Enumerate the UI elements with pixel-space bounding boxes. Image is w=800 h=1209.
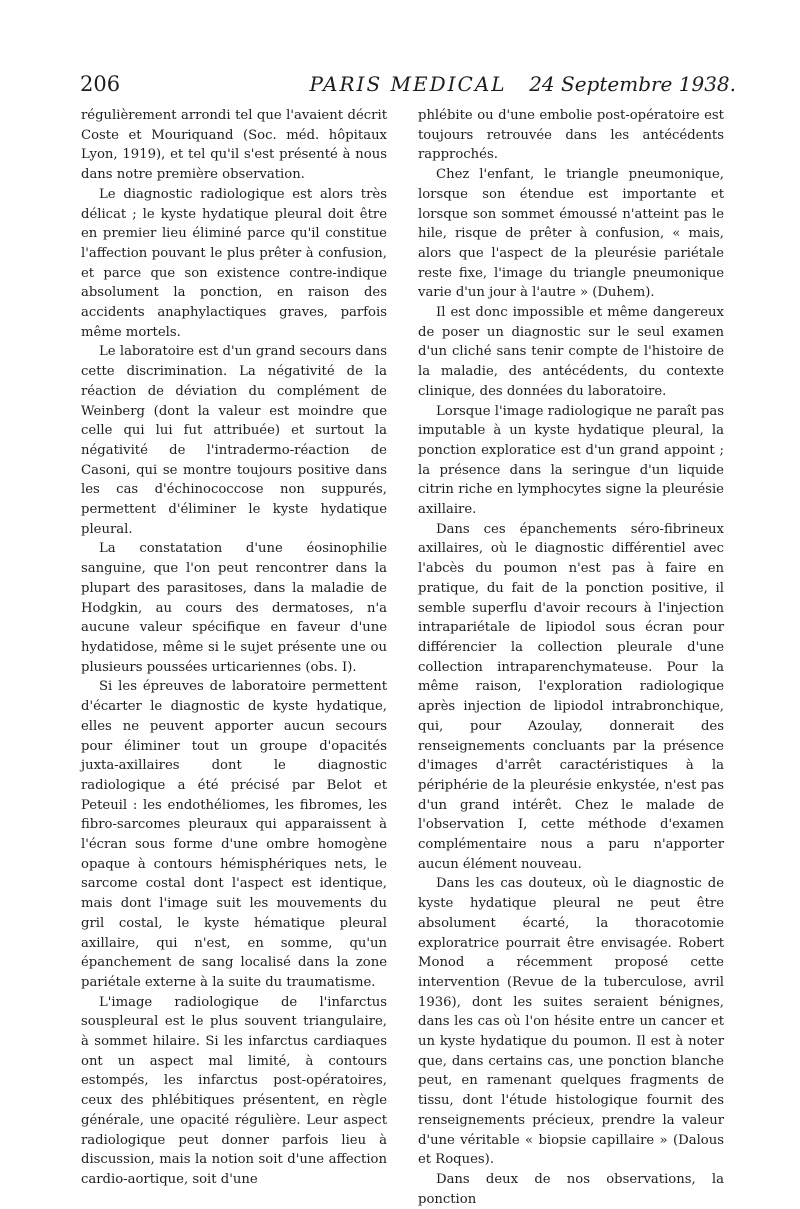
paragraph: régulièrement arrondi tel que l'avaient décrit Coste et Mouriquand (Soc. méd. hôpitaux Lyon, 1919), et tel qu'il s'est présenté à nous dans notre première observation. [81, 108, 387, 183]
paragraph: Lorsque l'image radiologique ne paraît pas imputable à un kyste hydatique pleural, la ponction exploratice est d'un grand appoint ; la présence dans la seringue d'un liquide citrin riche en lymphocytes signe la pleurésie axillaire. [418, 403, 724, 518]
paragraph: La constatation d'une éosinophilie sanguine, que l'on peut rencontrer dans la plupart des parasitoses, dans la maladie de Hodgkin, au cours des dermatoses, n'a aucune valeur spécifique en faveur d'une hydatidose, même si le sujet présente une ou plusieurs poussées urticariennes (obs. I). [81, 541, 387, 675]
paragraph: phlébite ou d'une embolie post-opératoire est toujours retrouvée dans les antécédents rapprochés. [418, 108, 724, 163]
right-column [418, 106, 724, 1207]
paragraph: Il est donc impossible et même dangereux de poser un diagnostic sur le seul examen d'un cliché sans tenir compte de l'histoire de la maladie, des antécédents, du contexte clinique, des données du laboratoire. [418, 305, 724, 399]
paragraph: Le diagnostic radiologique est alors très délicat ; le kyste hydatique pleural doit être en premier lieu éliminé parce qu'il constitue l'affection pouvant le plus prêter à confusion, et parce que son existence contre-indique absolument la ponction, en raison des accidents anaphylactiques graves, parfois même mortels. [81, 186, 387, 340]
paragraph: Chez l'enfant, le triangle pneumonique, lorsque son étendue est importante et lorsque son sommet émoussé n'atteint pas le hile, risque de prêter à confusion, « mais, alors que l'aspect de la pleurésie pariétale reste fixe, l'image du triangle pneumonique varie d'un jour à l'autre » (Duhem). [418, 167, 724, 301]
page-header [80, 72, 736, 102]
paragraph: Dans les cas douteux, où le diagnostic de kyste hydatique pleural ne peut être absolument écarté, la thoracotomie exploratrice pourrait être envisagée. Robert Monod a récemment proposé cette intervention (Revue de la tuberculose, avril 1936), dont les suites seraient bénignes, dans les cas où l'on hésite entre un cancer et un kyste hydatique du poumon. Il est à noter que, dans certains cas, une ponction blanche peut, en ramenant quelques fragments de tissu, dont l'étude histologique fournit des renseignements précieux, prendre la valeur d'une véritable « biopsie capillaire » (Dalous et Roques). [418, 876, 724, 1168]
paragraph: Si les épreuves de laboratoire permettent d'écarter le diagnostic de kyste hydatique, elles ne peuvent apporter aucun secours pour éliminer tout un groupe d'opacités juxta-axillaires dont le diagnostic radiologique a été précisé par Belot et Peteuil : les endothéliomes, les fibromes, les fibro-sarcomes pleuraux qui apparaissent à l'écran sous forme d'une ombre homogène opaque à contours hémisphériques nets, le sarcome costal dont l'aspect est identique, mais dont l'image suit les mouvements du gril costal, le kyste hématique pleural axillaire, qui n'est, en somme, qu'un épanchement de sang localisé dans la zone pariétale externe à la suite du traumatisme. [81, 679, 387, 990]
issue-date: 24 Septembre 1938. [529, 72, 736, 96]
paragraph: Dans ces épanchements séro-fibrineux axillaires, où le diagnostic différentiel avec l'abcès du poumon n'est pas à faire en pratique, du fait de la ponction positive, il semble superflu d'avoir recours à l'injection intrapariétale de lipiodol sous écran pour différencier la collection pleurale d'une collection intraparenchymateuse. Pour la même raison, l'exploration radiologique après injection de lipiodol intrabronchique, qui, pour Azoulay, donnerait des renseignements concluants par la présence d'images d'arrêt caractéristiques à la périphérie de la pleurésie enkystée, n'est pas d'un grand intérêt. Chez le malade de l'observation I, cette méthode d'examen complémentaire nous a paru n'apporter aucun élément nouveau. [418, 521, 724, 872]
paragraph: L'image radiologique de l'infarctus souspleural est le plus souvent triangulaire, à sommet hilaire. Si les infarctus cardiaques ont un aspect mal limité, à contours estompés, les infarctus post-opératoires, ceux des phlébitiques présentent, en règle générale, une opacité régulière. Leur aspect radiologique peut donner parfois lieu à discussion, mais la notion soit d'une affection cardio-aortique, soit d'une [81, 994, 387, 1187]
journal-title: PARIS MEDICAL [309, 72, 507, 96]
paragraph: Le laboratoire est d'un grand secours dans cette discrimination. La négativité de la réaction de déviation du complément de Weinberg (dont la valeur est moindre que celle qui lui fut attribuée) et surtout la négativité de l'intradermo-réaction de Casoni, qui se montre toujours positive dans les cas d'échinococcose non suppurés, permettent d'éliminer le kyste hydatique pleural. [81, 344, 387, 537]
paragraph: Dans deux de nos observations, la ponction [418, 1171, 724, 1207]
left-column [81, 106, 387, 1187]
page-number: 206 [80, 72, 121, 96]
